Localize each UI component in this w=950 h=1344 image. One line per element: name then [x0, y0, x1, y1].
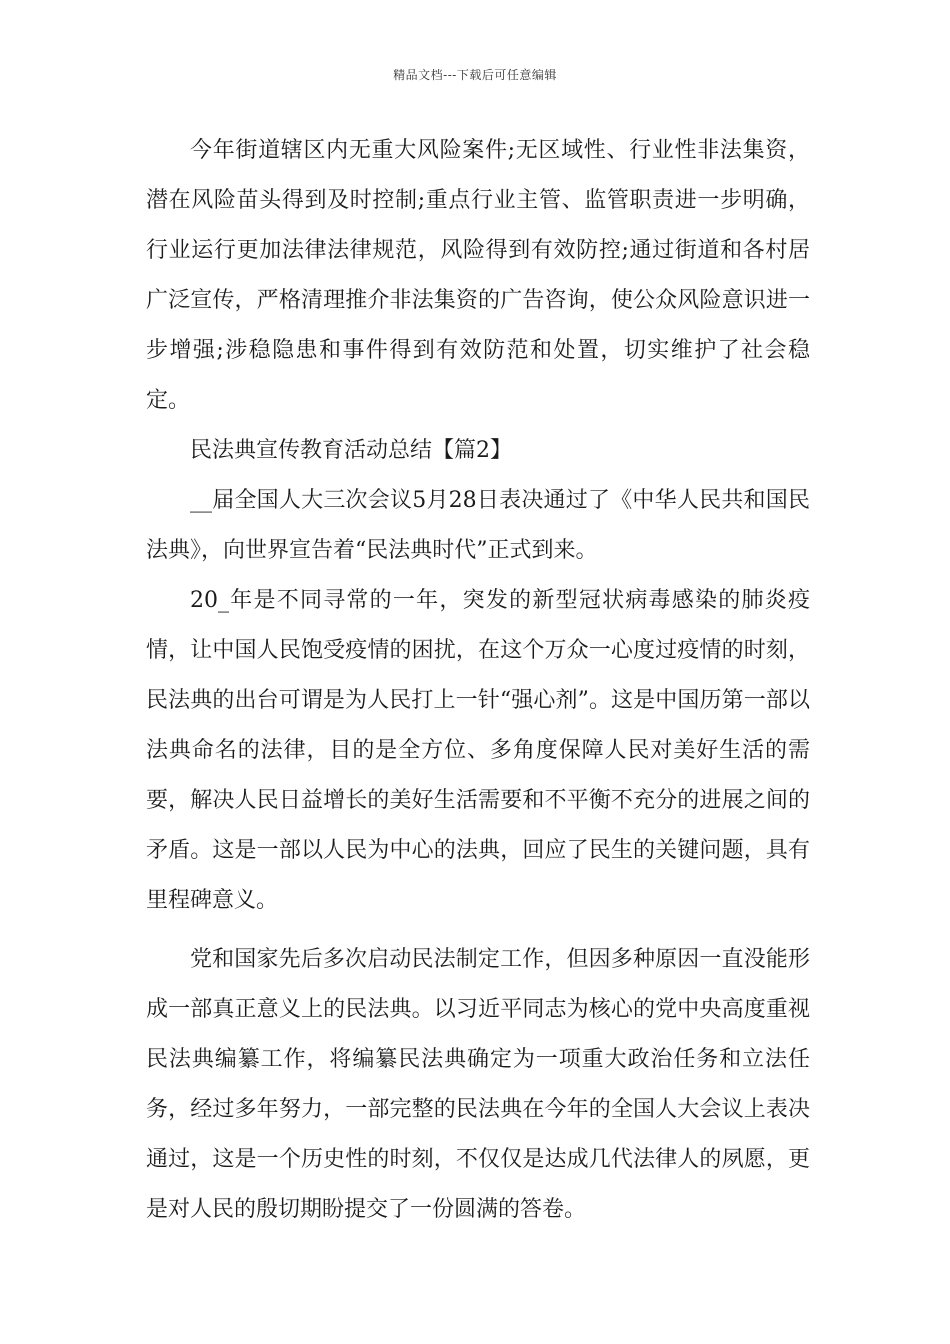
section-heading: 民法典宣传教育活动总结【篇2】 — [190, 438, 512, 463]
paragraph-civil-code-passed: __届全国人大三次会议5月28日表决通过了《中华人民共和国民法典》，向世界宣告着“民法典时代”正式到来。 — [146, 488, 810, 563]
document-body — [146, 126, 810, 1235]
paragraph-history: 党和国家先后多次启动民法制定工作，但因多种原因一直没能形成一部真正意义上的民法典。以习近平同志为核心的党中央高度重视民法典编纂工作，将编纂民法典确定为一项重大政治任务和立法任务，经过多年努力，一部完整的民法典在今年的全国人大会议上表决通过，这是一个历史性的时刻，不仅仅是达成几代法律人的夙愿，更是对人民的殷切期盼提交了一份圆满的答卷。 — [146, 947, 810, 1222]
paragraph-risk-summary: 今年街道辖区内无重大风险案件;无区域性、行业性非法集资，潜在风险苗头得到及时控制;重点行业主管、监管职责进一步明确，行业运行更加法律法律规范，风险得到有效防控;通过街道和各村居广泛宣传，严格清理推介非法集资的广告咨询，使公众风险意识进一步增强;涉稳隐患和事件得到有效防范和处置，切实维护了社会稳定。 — [146, 138, 810, 413]
page-header: 精品文档---下载后可任意编辑 — [393, 68, 557, 82]
paragraph-significance: 20_年是不同寻常的一年，突发的新型冠状病毒感染的肺炎疫情，让中国人民饱受疫情的困扰，在这个万众一心度过疫情的时刻，民法典的出台可谓是为人民打上一针“强心剂”。这是中国历第一部以法典命名的法律，目的是全方位、多角度保障人民对美好生活的需要，解决人民日益增长的美好生活需要和不平衡不充分的进展之间的矛盾。这是一部以人民为中心的法典，回应了民生的关键问题，具有里程碑意义。 — [146, 588, 810, 913]
